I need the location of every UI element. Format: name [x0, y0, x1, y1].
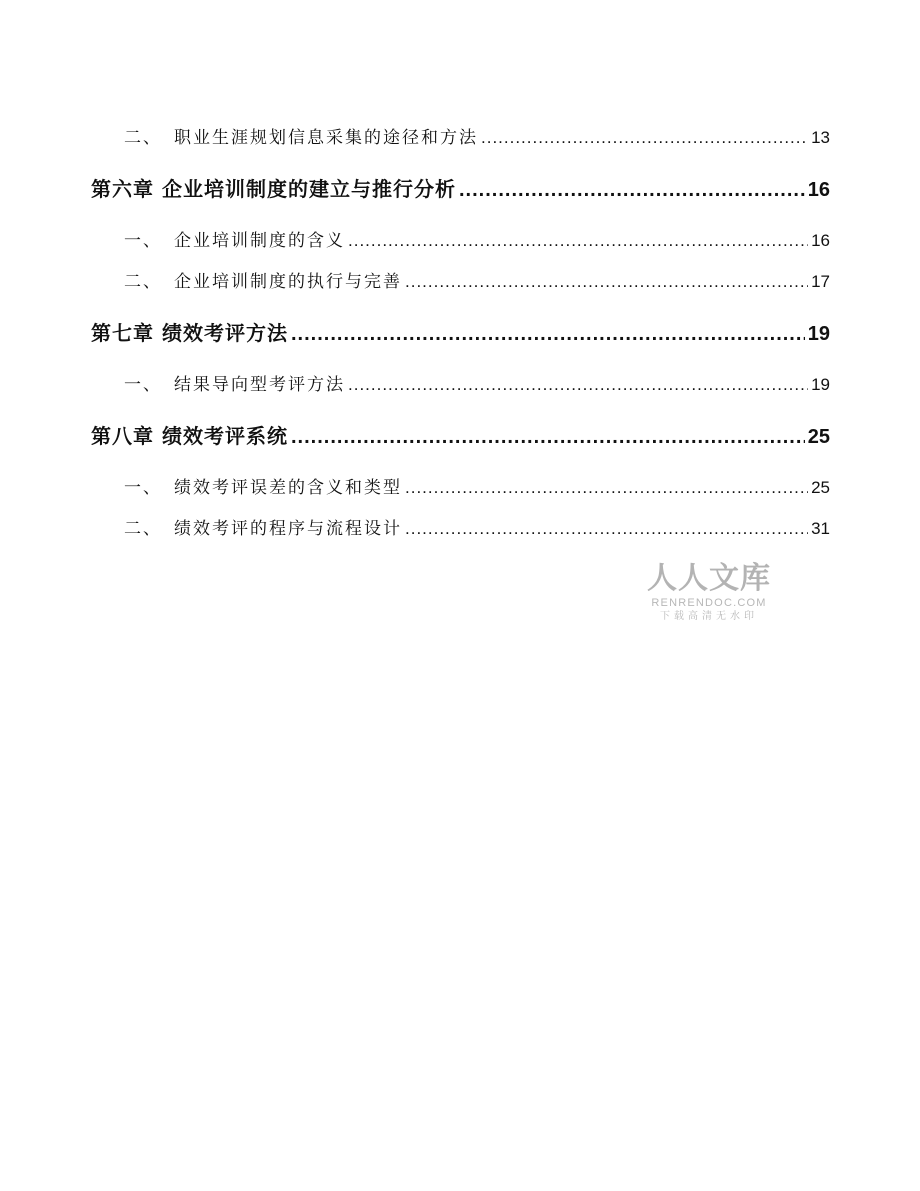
toc-entry-number: 一、 [124, 478, 162, 498]
toc-entry-section[interactable] [124, 226, 830, 251]
toc-entry-number: 二、 [124, 519, 162, 539]
watermark-domain: RENRENDOC.COM [651, 597, 767, 609]
toc-entry-page: 25 [811, 478, 830, 497]
toc-entry-section[interactable] [124, 123, 830, 148]
toc-entry-title: 企业培训制度的执行与完善 [174, 272, 402, 292]
watermark-tagline: 下载高清无水印 [660, 611, 758, 622]
toc-entry-title: 结果导向型考评方法 [174, 375, 345, 395]
toc-entry-chapter[interactable] [91, 173, 830, 202]
toc-entry-number: 第六章 [91, 177, 154, 201]
toc-dot-leader [291, 323, 805, 346]
toc-entry-title: 绩效考评的程序与流程设计 [174, 519, 402, 539]
toc-dot-leader [405, 519, 808, 539]
toc-entry-page: 17 [811, 272, 830, 291]
toc-entry-section[interactable] [124, 473, 830, 498]
toc-entry-title: 职业生涯规划信息采集的途径和方法 [174, 128, 478, 148]
toc-entry-title: 企业培训制度的建立与推行分析 [162, 177, 456, 201]
toc-entry-title: 企业培训制度的含义 [174, 231, 345, 251]
toc-entry-page: 19 [807, 323, 830, 345]
toc-entry-section[interactable] [124, 370, 830, 395]
toc-entry-number: 第七章 [91, 321, 154, 345]
toc-entry-title: 绩效考评方法 [162, 321, 288, 345]
toc-entry-page: 19 [811, 375, 830, 394]
watermark-logo-text: 人人文库 [647, 561, 771, 596]
toc-dot-leader [405, 478, 808, 498]
watermark-logo [646, 562, 772, 624]
toc-entry-page: 25 [807, 426, 830, 448]
toc-entry-page: 31 [811, 519, 830, 538]
toc-dot-leader [291, 426, 805, 449]
toc-dot-leader [348, 375, 808, 395]
toc-entry-number: 第八章 [91, 424, 154, 448]
toc-entry-chapter[interactable] [91, 317, 830, 346]
toc-entry-number: 二、 [124, 128, 162, 148]
toc-entry-page: 16 [811, 231, 830, 250]
toc-entry-section[interactable] [124, 514, 830, 539]
toc-entry-page: 16 [807, 179, 830, 201]
toc-entry-title: 绩效考评误差的含义和类型 [174, 478, 402, 498]
toc-entry-chapter[interactable] [91, 420, 830, 449]
toc-entry-number: 一、 [124, 231, 162, 251]
toc-dot-leader [459, 179, 805, 202]
toc-entry-number: 二、 [124, 272, 162, 292]
toc-dot-leader [481, 128, 808, 148]
toc-entry-number: 一、 [124, 375, 162, 395]
toc-dot-leader [348, 231, 808, 251]
toc-entry-title: 绩效考评系统 [162, 424, 288, 448]
toc-entry-page: 13 [811, 128, 830, 147]
toc-entry-section[interactable] [124, 267, 830, 292]
toc-dot-leader [405, 272, 808, 292]
